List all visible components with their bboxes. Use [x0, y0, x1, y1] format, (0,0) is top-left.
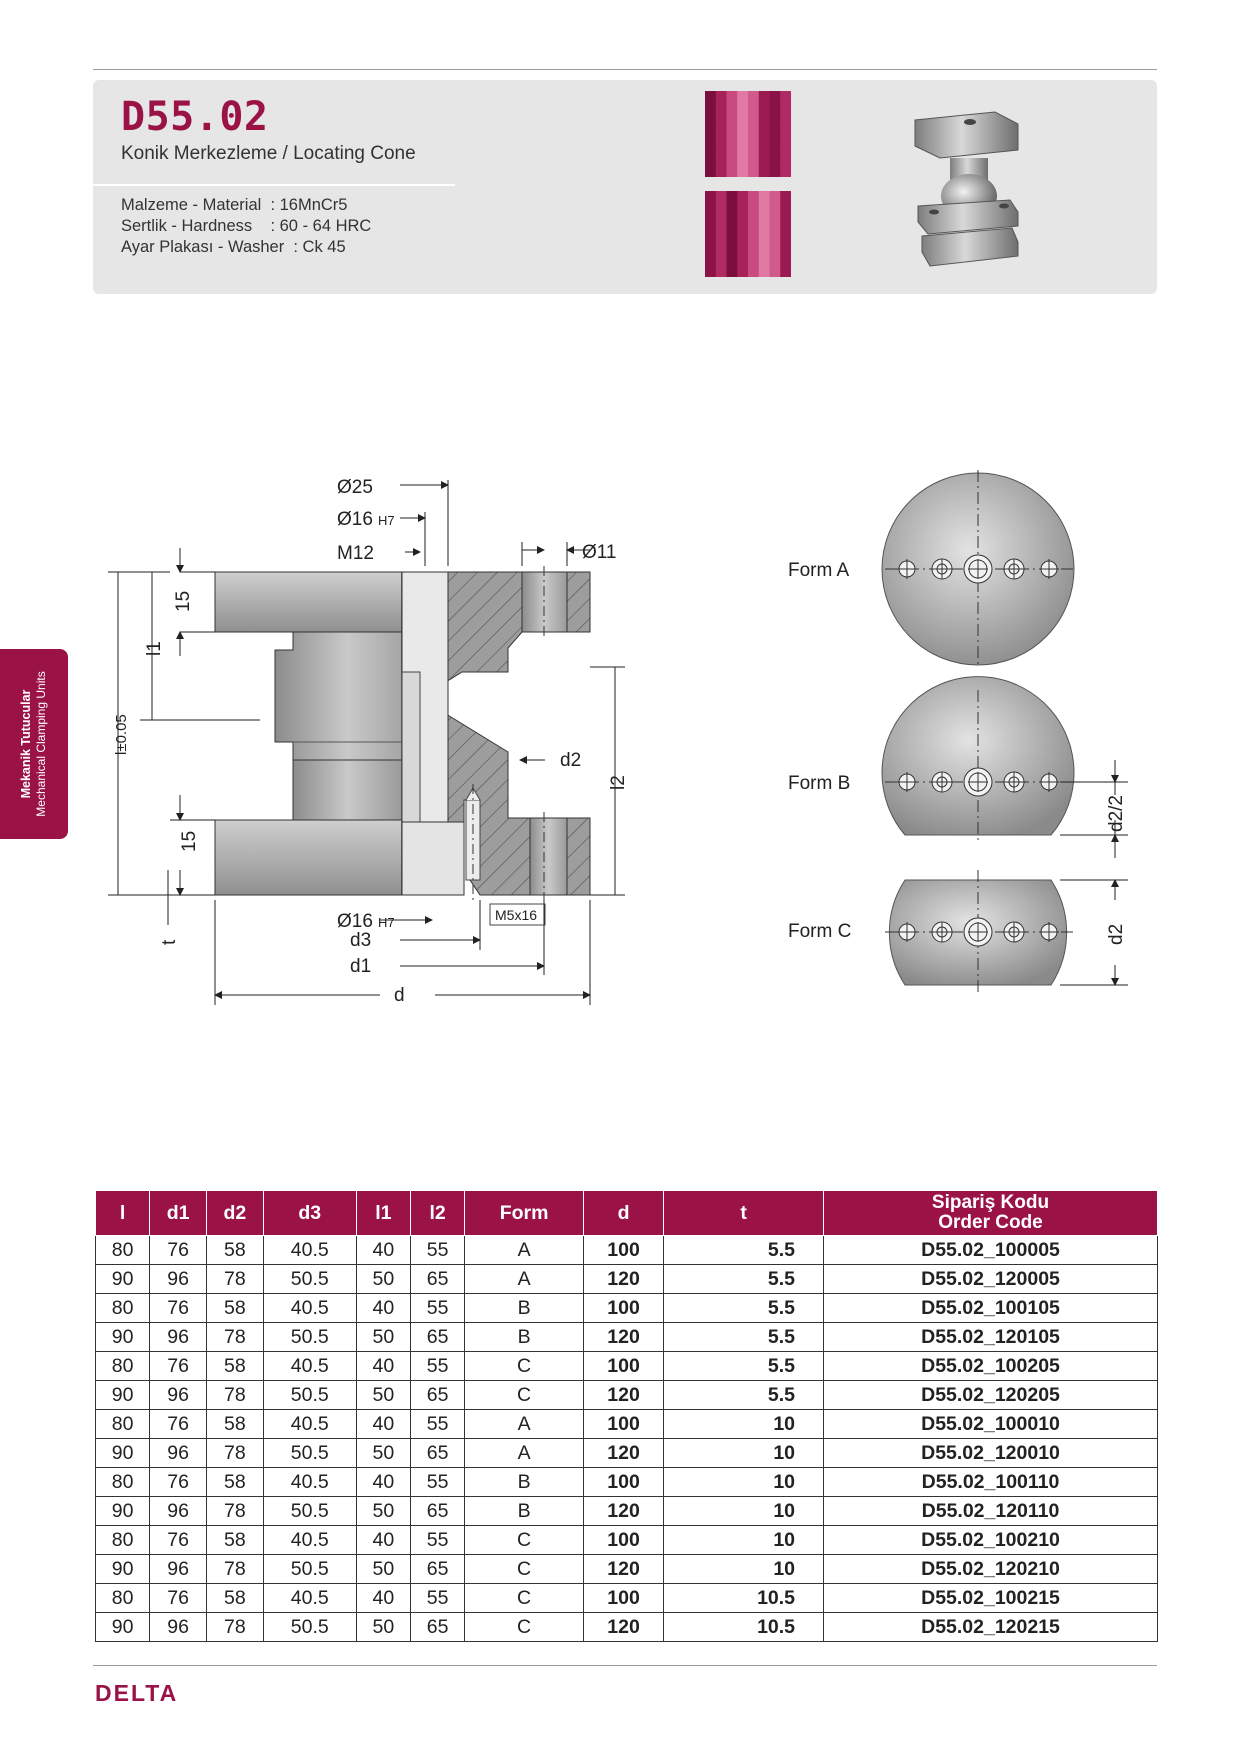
table-cell: 40.5 — [263, 1410, 356, 1439]
table-row — [96, 1526, 1158, 1555]
label-d2: d2 — [560, 750, 582, 771]
spec-hardness: Sertlik - Hardness : 60 - 64 HRC — [121, 217, 372, 235]
table-cell: D55.02_100010 — [824, 1410, 1158, 1439]
table-cell: 58 — [206, 1468, 263, 1497]
table-cell: 40 — [356, 1352, 410, 1381]
label-d1: d1 — [350, 956, 372, 977]
table-cell: 76 — [150, 1236, 207, 1265]
table-cell: 55 — [410, 1468, 464, 1497]
table-cell: 10.5 — [664, 1584, 824, 1613]
table-cell: 65 — [410, 1613, 464, 1642]
bottom-rule — [93, 1665, 1157, 1666]
table-cell: D55.02_100005 — [824, 1236, 1158, 1265]
table-cell: 80 — [96, 1294, 150, 1323]
table-cell: 65 — [410, 1265, 464, 1294]
table-cell: D55.02_120005 — [824, 1265, 1158, 1294]
form-a-view — [882, 470, 1075, 668]
label-15-bottom: 15 — [179, 830, 200, 852]
table-cell: 100 — [584, 1468, 664, 1497]
label-form-c: Form C — [788, 921, 852, 942]
label-dia16-bottom: Ø16 — [337, 911, 373, 932]
table-row — [96, 1468, 1158, 1497]
table-header-1: d1 — [150, 1191, 207, 1236]
table-cell: 76 — [150, 1584, 207, 1613]
table-cell: 120 — [584, 1497, 664, 1526]
table-cell: 50.5 — [263, 1613, 356, 1642]
table-cell: 5.5 — [664, 1294, 824, 1323]
table-cell: A — [465, 1265, 584, 1294]
table-cell: 40 — [356, 1584, 410, 1613]
label-d: d — [394, 985, 405, 1006]
table-cell: D55.02_120205 — [824, 1381, 1158, 1410]
table-cell: 55 — [410, 1294, 464, 1323]
table-cell: 90 — [96, 1323, 150, 1352]
table-cell: 58 — [206, 1352, 263, 1381]
table-cell: 50 — [356, 1323, 410, 1352]
order-header-line-1: Order Code — [938, 1212, 1043, 1233]
table-cell: A — [465, 1236, 584, 1265]
label-dia25: Ø25 — [337, 477, 373, 498]
table-cell: 76 — [150, 1352, 207, 1381]
label-h7-bottom: H7 — [378, 915, 395, 930]
table-row — [96, 1410, 1158, 1439]
label-d2-half: d2/2 — [1106, 795, 1127, 832]
table-cell: 5.5 — [664, 1265, 824, 1294]
table-cell: 58 — [206, 1236, 263, 1265]
label-m5x16: M5x16 — [495, 907, 538, 923]
table-row — [96, 1439, 1158, 1468]
table-cell: 96 — [150, 1497, 207, 1526]
table-cell: 80 — [96, 1526, 150, 1555]
table-cell: 50.5 — [263, 1381, 356, 1410]
table-cell: 90 — [96, 1381, 150, 1410]
table-cell: 100 — [584, 1352, 664, 1381]
table-header-row — [96, 1191, 1158, 1236]
table-cell: 50.5 — [263, 1439, 356, 1468]
table-cell: 80 — [96, 1352, 150, 1381]
table-cell: 40.5 — [263, 1584, 356, 1613]
table-header-4: l1 — [356, 1191, 410, 1236]
label-form-b: Form B — [788, 773, 851, 794]
label-form-a: Form A — [788, 560, 850, 581]
table-cell: 96 — [150, 1265, 207, 1294]
table-cell: 76 — [150, 1526, 207, 1555]
table-cell: 78 — [206, 1555, 263, 1584]
table-cell: 65 — [410, 1497, 464, 1526]
table-cell: A — [465, 1410, 584, 1439]
table-cell: 78 — [206, 1323, 263, 1352]
table-cell: 40.5 — [263, 1352, 356, 1381]
table-cell: 10 — [664, 1555, 824, 1584]
table-cell: D55.02_120105 — [824, 1323, 1158, 1352]
table-cell: 90 — [96, 1497, 150, 1526]
table-cell: 40.5 — [263, 1468, 356, 1497]
table-header-8: t — [664, 1191, 824, 1236]
table-cell: 90 — [96, 1439, 150, 1468]
table-header-7: d — [584, 1191, 664, 1236]
table-row — [96, 1381, 1158, 1410]
table-row — [96, 1613, 1158, 1642]
table-cell: 96 — [150, 1381, 207, 1410]
table-cell: D55.02_100215 — [824, 1584, 1158, 1613]
product-title: D55.02 — [121, 94, 269, 140]
cone-left-half — [215, 572, 420, 895]
table-cell: 100 — [584, 1236, 664, 1265]
table-cell: 90 — [96, 1555, 150, 1584]
table-cell: 90 — [96, 1613, 150, 1642]
table-row — [96, 1294, 1158, 1323]
table-cell: 50.5 — [263, 1497, 356, 1526]
table-cell: D55.02_100110 — [824, 1468, 1158, 1497]
side-tab-line2: Mechanical Clamping Units — [34, 671, 48, 817]
product-subtitle: Konik Merkezleme / Locating Cone — [121, 143, 416, 164]
table-cell: 10 — [664, 1410, 824, 1439]
table-cell: C — [465, 1555, 584, 1584]
table-cell: 78 — [206, 1613, 263, 1642]
table-cell: 10 — [664, 1526, 824, 1555]
table-cell: D55.02_120215 — [824, 1613, 1158, 1642]
table-cell: 78 — [206, 1381, 263, 1410]
table-cell: D55.02_120010 — [824, 1439, 1158, 1468]
label-h7-top: H7 — [378, 513, 395, 528]
label-t: t — [159, 939, 180, 945]
table-cell: D55.02_100205 — [824, 1352, 1158, 1381]
table-cell: 96 — [150, 1613, 207, 1642]
table-cell: 96 — [150, 1555, 207, 1584]
table-header-5: l2 — [410, 1191, 464, 1236]
table-cell: 50 — [356, 1613, 410, 1642]
table-cell: 50 — [356, 1265, 410, 1294]
table-row — [96, 1323, 1158, 1352]
table-cell: 40 — [356, 1294, 410, 1323]
table-cell: C — [465, 1526, 584, 1555]
table-cell: 100 — [584, 1526, 664, 1555]
table-row — [96, 1265, 1158, 1294]
table-cell: 40 — [356, 1526, 410, 1555]
table-cell: C — [465, 1613, 584, 1642]
table-cell: 55 — [410, 1352, 464, 1381]
table-cell: 5.5 — [664, 1352, 824, 1381]
side-tab-line1: Mekanik Tutucular — [19, 689, 33, 799]
table-cell: 58 — [206, 1584, 263, 1613]
table-cell: 65 — [410, 1439, 464, 1468]
table-cell: A — [465, 1439, 584, 1468]
table-cell: C — [465, 1352, 584, 1381]
order-table — [95, 1190, 1158, 1642]
table-cell: 50.5 — [263, 1265, 356, 1294]
table-cell: 10 — [664, 1497, 824, 1526]
table-row — [96, 1584, 1158, 1613]
table-cell: 76 — [150, 1294, 207, 1323]
table-cell: 50.5 — [263, 1555, 356, 1584]
label-dia11: Ø11 — [582, 542, 617, 563]
table-cell: 65 — [410, 1555, 464, 1584]
form-c-view — [885, 870, 1075, 995]
table-cell: 50.5 — [263, 1323, 356, 1352]
spec-washer: Ayar Plakası - Washer : Ck 45 — [121, 238, 346, 256]
table-cell: 58 — [206, 1410, 263, 1439]
table-cell: 55 — [410, 1584, 464, 1613]
table-cell: 55 — [410, 1236, 464, 1265]
table-header-3: d3 — [263, 1191, 356, 1236]
table-cell: 58 — [206, 1526, 263, 1555]
table-cell: C — [465, 1381, 584, 1410]
table-cell: 40.5 — [263, 1294, 356, 1323]
table-cell: 80 — [96, 1584, 150, 1613]
table-cell: 40 — [356, 1236, 410, 1265]
table-cell: 50 — [356, 1439, 410, 1468]
table-cell: D55.02_120110 — [824, 1497, 1158, 1526]
label-15-top: 15 — [173, 590, 194, 612]
table-cell: 10.5 — [664, 1613, 824, 1642]
table-cell: 58 — [206, 1294, 263, 1323]
table-cell: 50 — [356, 1555, 410, 1584]
table-cell: 40 — [356, 1410, 410, 1439]
table-cell: 5.5 — [664, 1381, 824, 1410]
table-cell: 78 — [206, 1497, 263, 1526]
delta-logo: DELTA — [95, 1680, 179, 1706]
label-dia16-top: Ø16 — [337, 509, 373, 530]
spec-material: Malzeme - Material : 16MnCr5 — [121, 196, 348, 214]
table-header-0: l — [96, 1191, 150, 1236]
cone-right-half-section — [402, 566, 590, 900]
table-cell: 5.5 — [664, 1323, 824, 1352]
table-cell: 120 — [584, 1265, 664, 1294]
table-header-order-code — [824, 1191, 1158, 1236]
table-cell: 100 — [584, 1294, 664, 1323]
table-cell: 55 — [410, 1526, 464, 1555]
label-d3: d3 — [350, 930, 372, 951]
table-cell: D55.02_100105 — [824, 1294, 1158, 1323]
table-cell: D55.02_100210 — [824, 1526, 1158, 1555]
table-cell: C — [465, 1584, 584, 1613]
table-cell: 80 — [96, 1236, 150, 1265]
table-cell: 78 — [206, 1265, 263, 1294]
table-cell: 80 — [96, 1410, 150, 1439]
order-header-line-0: Sipariş Kodu — [931, 1192, 1050, 1213]
table-cell: 100 — [584, 1410, 664, 1439]
table-cell: B — [465, 1468, 584, 1497]
label-form-c-d2: d2 — [1106, 923, 1127, 945]
table-cell: 96 — [150, 1323, 207, 1352]
table-row — [96, 1497, 1158, 1526]
label-l-tol: l±0.05 — [113, 714, 130, 755]
table-cell: 50 — [356, 1497, 410, 1526]
table-cell: 55 — [410, 1410, 464, 1439]
table-cell: 76 — [150, 1410, 207, 1439]
table-cell: 76 — [150, 1468, 207, 1497]
table-cell: 120 — [584, 1439, 664, 1468]
table-cell: 40.5 — [263, 1236, 356, 1265]
table-cell: 65 — [410, 1381, 464, 1410]
form-b-view — [882, 677, 1075, 840]
table-cell: 40 — [356, 1468, 410, 1497]
table-cell: 120 — [584, 1555, 664, 1584]
table-header-6: Form — [465, 1191, 584, 1236]
table-cell: 96 — [150, 1439, 207, 1468]
table-cell: 78 — [206, 1439, 263, 1468]
table-cell: 5.5 — [664, 1236, 824, 1265]
table-cell: 120 — [584, 1613, 664, 1642]
table-cell: 120 — [584, 1323, 664, 1352]
label-l1: l1 — [144, 641, 165, 656]
table-cell: 10 — [664, 1468, 824, 1497]
table-row — [96, 1236, 1158, 1265]
table-row — [96, 1555, 1158, 1584]
table-cell: B — [465, 1497, 584, 1526]
table-cell: B — [465, 1294, 584, 1323]
table-cell: 80 — [96, 1468, 150, 1497]
table-cell: B — [465, 1323, 584, 1352]
table-cell: D55.02_120210 — [824, 1555, 1158, 1584]
table-cell: 120 — [584, 1381, 664, 1410]
label-m12: M12 — [337, 543, 374, 564]
table-cell: 90 — [96, 1265, 150, 1294]
table-cell: 100 — [584, 1584, 664, 1613]
table-cell: 40.5 — [263, 1526, 356, 1555]
table-cell: 50 — [356, 1381, 410, 1410]
table-row — [96, 1352, 1158, 1381]
table-cell: 65 — [410, 1323, 464, 1352]
table-cell: 10 — [664, 1439, 824, 1468]
label-l2: l2 — [608, 775, 629, 790]
table-header-2: d2 — [206, 1191, 263, 1236]
